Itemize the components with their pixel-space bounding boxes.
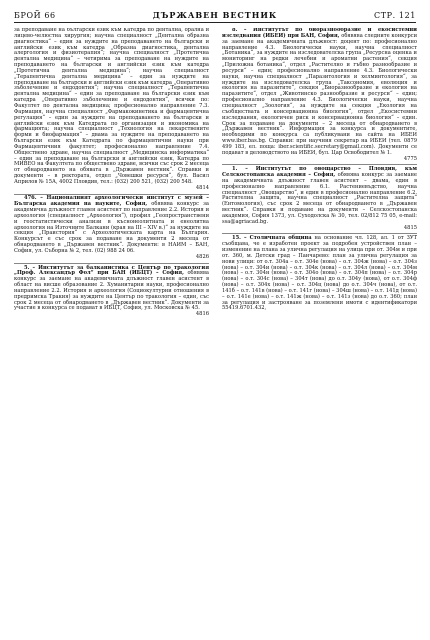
notice-body: обявява конкурс за заемане на академичната длъжност главен асистент – двама, един в професионално направление 6.1. Растениевъдство, научна специалност „Овощарство“, и един в професионално направление 6.2. Растителна защита, научна специалност „Растителна защита“ (Ентомология), със срок 2 месеца от обнародването в „Държавен вестник“. Справки и подаване на документи – Селскостопанска академия, София 1373, ул. Суходолска № 30, тел. 02/812 75 05, e-mail: ssa@agriacad.bg.: [222, 172, 417, 225]
notice-heading: 476. – Националният археологически институт с музей – Българска академия на науките, София,: [14, 195, 209, 208]
right-column: [222, 28, 417, 634]
notice-number: 4826: [195, 253, 209, 260]
notice-body: обявява конкурс за заемане на академичната длъжност главен асистент в област на висше образование 2. Хуманитарни науки, професионално направление 2.2. История и археология (Социокултурни отношения в предримска Тракия) за нуждите на Център по тракология – един, със срок 2 месеца от обнародването в „Държавен вестник“. Документи за участие в конкурса се подават в ИБЦТ, София, ул. Московска № 45.: [14, 270, 209, 312]
notice-number: 4816: [195, 311, 209, 318]
notice-number: 4815: [403, 224, 417, 231]
notice-heading: 15. – Столичната община: [232, 235, 312, 242]
notice-heading: 1. – Институтът по овощарство – Пловдив, към Селскостопанска академия – София,: [222, 166, 417, 179]
notice-476: [14, 196, 209, 254]
notice-body: на основание чл. 128, ал. 1 от ЗУТ съобщава, че е изработен проект за подробен устройствен план – изменение на плана за улична регулация на улица при от. 304м и при от. 360, м. Детски град – Панчарево: план за улична регулация за нови улици: от о.т. 304а – о.т. 304е (нова) – о.т. 304ж (нова) – о.т. 304з (нова) – о.т. 304и (нова) – о.т. 304к (нова) – о.т. 304л (нова) – о.т. 304м (нова) – о.т. 304н (нова) – о.т. 304о (нова) – о.т. 304п (нова) – о.т. 304р (нова) – о.т. 304с (нова) – 304т (нова) до о.т. 304у (нова), от о.т. 304ф (нова) – о.т. 304х (нова) – о.т. 304ц (нова) до о.т. 304ч (нова), от о.т. 141б – о.т. 141в (нова) – о.т. 141г (нова) – 304ш (нова) – о.т. 141д (нова) – о.т. 141е (нова) – о.т. 141ж (нова) – о.т. 141з (нова) до о.т. 360; план за регулация и застрояване за поземлени имоти с идентификатори 55419.6701.432,: [222, 235, 417, 312]
issue-number: БРОЙ 66: [14, 10, 56, 20]
notice-1: [222, 167, 417, 225]
notice-heading: 8. – Институтът по биоразнообразие и екосистемни изследвания (ИБЕИ) при БАН, София,: [222, 28, 417, 39]
notice-8: [222, 28, 417, 157]
notice-5: [14, 266, 209, 313]
newspaper-title: ДЪРЖАВЕН ВЕСТНИК: [152, 10, 278, 20]
left-column: [14, 28, 209, 634]
separator: [222, 164, 417, 165]
notice-body: обявява следните конкурси за заемане на академичната длъжност: доцент по: професионално направление 4.3. Биологически науки, научна специалност „Ботаника“, за нуждите на изследователска група „Ресурсна оценка и мониторинг на редки лечебни и ароматни растения“, секция „Приложна ботаника“, отдел „Растително и гъбно разнообразие и ресурси“ – един; професионално направление 4.3. Биологически науки, научна специалност „Паразитология и хелминтология“, за нуждите на изследователска група „Таксономия, еволюция и екология на паразитите“, секция „Биоразнообразие и екология на паразитите“, отдел „Животинско разнообразие и ресурси“ – един; професионално направление 4.3. Биологически науки, научна специалност „Зоология“, за нуждите на секция „Екология на съобществата и консервационна биология“, отдел „Екосистемни изследвания, екологичен риск и консервационна биология“ – един. Срок за подаване на документи – 2 месеца от обнародването в „Държавен вестник“. Информация за конкурса и документите, необходими по конкурса са публикувани на сайта на ИБЕИ www.iber.bas.bg. Справки: при научния секретар на ИБЕИ (тел. 0879 499 183, ел. поща: iber.scientific.secretary@gmail.com). Документи се подават в деловодството на ИБЕИ, бул. Цар Освободител № 1.: [222, 32, 417, 156]
page-header: [14, 8, 416, 22]
notice-number: 4814: [195, 184, 209, 191]
notice-15: [222, 236, 417, 312]
header-rule: [14, 22, 416, 23]
notice-continuation: за преподаване на български език към Катедра по дентална, орална и лицево-челюстна хирургия; научна специалност „Дентална образна диагностика“ – един за нуждите на преподаването на български и английски език към катедра „Образна диагностика, дентална алергология и физиотерапия“; научна специалност „Протетична дентална медицина“ – четирима за преподаване на нуждите на преподаването на български и английски език към катедра „Протетична дентална медицина“; научна специалност „Терапевтична дентална медицина“ – един за нуждите на преподаване на български и английски език към катедра „Оперативно зъболечение и ендодонтия“; научна специалност „Терапевтична дентална медицина“ – един за преподаване на български език към катедра „Оперативно зъболечение и ендодонтия“, всички по: Факултет по дентална медицина; професионално направление 7.3. Фармация, научна специалност „Фармакокинетика и фармацевтична регулация“ – един за нуждите на преподаването на български и английски език към Катедрата по организация и икономика на фармацията; научна специалност „Технология на лекарствените форми и биофармация“ – двама за нуждите на преподаването на български език към Катедрата по фармацевтични науки при Фармацевтичния факултет; професионално направление 7.4. Обществено здраве, научна специалност „Медицинска информатика“ – един за преподаване на български и английски език, Катедра по МИВЕО на Факултета по обществено здраве, всички със срок 2 месеца от обнародването на обявата в „Държавен вестник“. Справки и документи – в ректората, отдел „Човешки ресурси“, бул. Васил Априлов № 15А, 4002 Пловдив, тел.: (032) 200 521, (032) 200 548.: [14, 28, 209, 185]
notice-body: обявява конкурс за академична длъжност главен асистент по направление 2.2. История и археология (специалност „Археология“), профил „Геопространствени и геостатистически анализи в къснонеолитната и енеолитна археология на Източните Балкани (края на III – XIV в.)“ за нуждите на секция „Праистория“ с Археологическата карта на България. Конкурсът е със срок за подаване на документи 2 месеца от обнародването в „Държавен вестник“. Документи: в НАИМ – БАН, София, ул. Съборна № 2, тел. (02) 988 24 06.: [14, 201, 209, 255]
page-number: СТР. 121: [374, 10, 416, 20]
notice-number: 4775: [403, 155, 417, 162]
separator: [14, 263, 209, 264]
notice-heading: 5. – Институтът за балканистика с Център по тракология „Проф. Александър Фол“ при БАН (ИБЦТ) – София,: [14, 264, 209, 277]
